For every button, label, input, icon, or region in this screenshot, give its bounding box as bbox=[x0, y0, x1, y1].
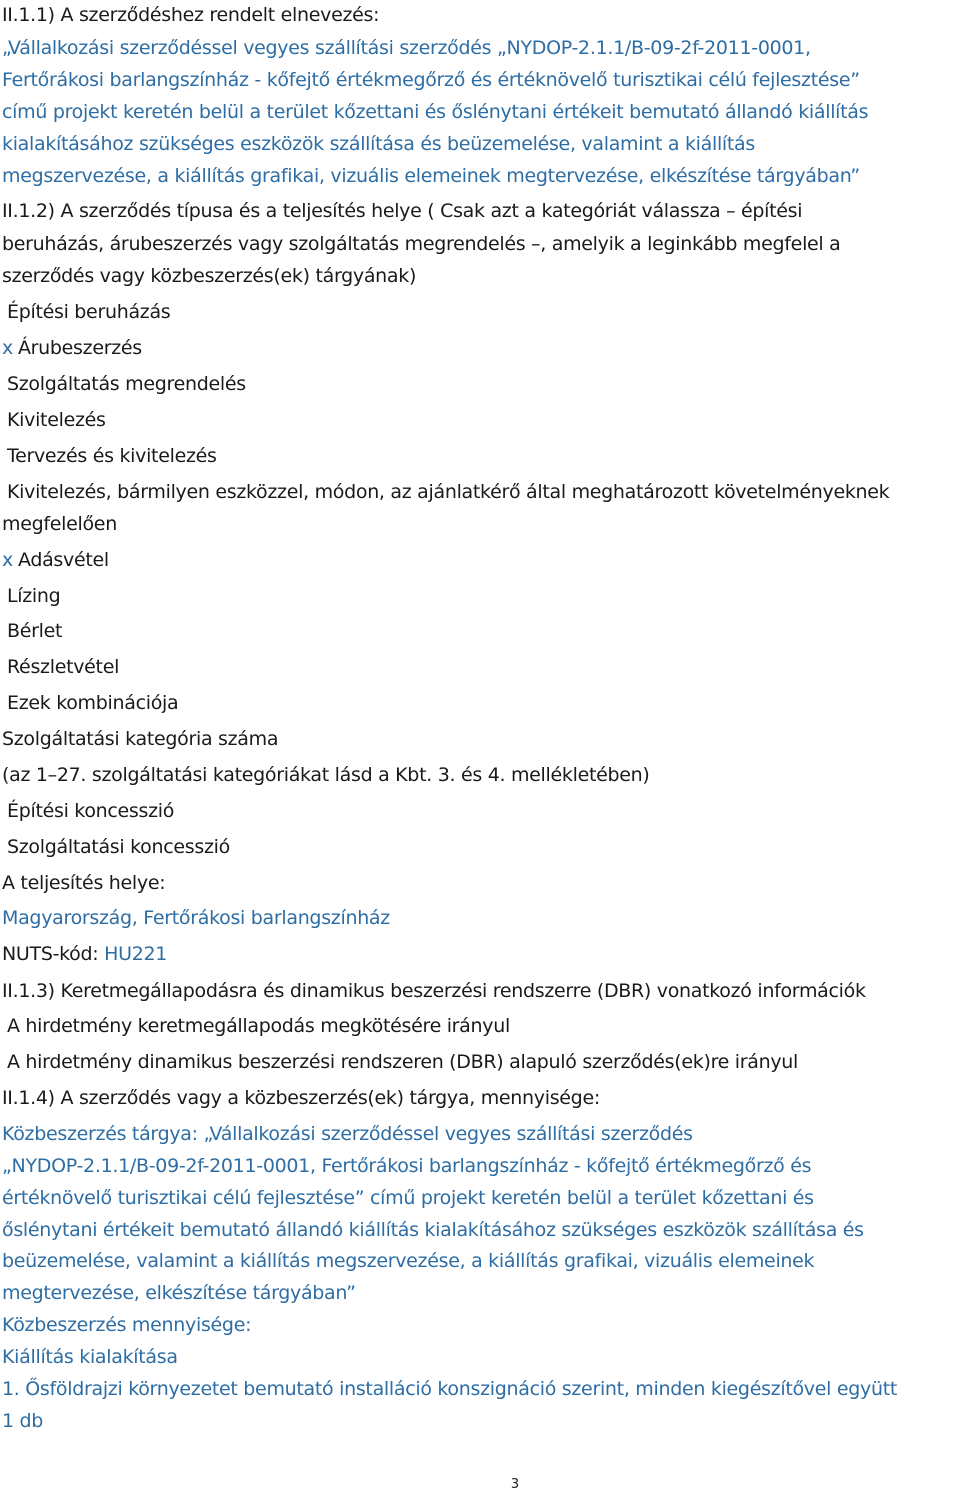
option-label: Árubeszerzés bbox=[17, 337, 142, 359]
option-mark: x bbox=[2, 549, 13, 571]
section-heading: II.1.3) Keretmegállapodásra és dinamikus beszerzési rendszerre (DBR) vonatkozó információk bbox=[2, 980, 866, 1002]
option-label: Lízing bbox=[7, 585, 61, 607]
section-heading-line: beruházás, árubeszerzés vagy szolgáltatás megrendelés –, amelyik a leginkább megfelel a bbox=[2, 233, 841, 255]
option-label: Adásvétel bbox=[17, 549, 109, 571]
section-heading: II.1.4) A szerződés vagy a közbeszerzés(ek) tárgya, mennyisége: bbox=[2, 1087, 600, 1109]
place-label: A teljesítés helye: bbox=[2, 872, 166, 894]
option-label: A hirdetmény keretmegállapodás megkötésére irányul bbox=[7, 1015, 510, 1037]
option-row bbox=[2, 656, 119, 678]
service-category-note: (az 1–27. szolgáltatási kategóriákat lásd a Kbt. 3. és 4. mellékletében) bbox=[2, 764, 650, 786]
option-label: Ezek kombinációja bbox=[7, 692, 179, 714]
option-row bbox=[2, 481, 889, 503]
section-heading-line: II.1.2) A szerződés típusa és a teljesítés helye ( Csak azt a kategóriát válassza – építési bbox=[2, 200, 803, 222]
option-label: Részletvétel bbox=[7, 656, 120, 678]
nuts-value: HU221 bbox=[104, 943, 168, 965]
option-row bbox=[2, 549, 109, 571]
option-row bbox=[2, 585, 60, 607]
option-mark: x bbox=[2, 337, 13, 359]
quantity-item: 1. Ősföldrajzi környezetet bemutató installáció konszignáció szerint, minden kiegészítővel együtt bbox=[2, 1378, 897, 1400]
section-heading: II.1.1) A szerződéshez rendelt elnevezés: bbox=[2, 4, 380, 26]
option-row bbox=[2, 445, 217, 467]
contract-name-line: Fertőrákosi barlangszínház - kőfejtő értékmegőrző és értéknövelő turisztikai célú fejlesztése” bbox=[2, 69, 860, 91]
subject-line: Közbeszerzés tárgya: „Vállalkozási szerződéssel vegyes szállítási szerződés bbox=[2, 1123, 693, 1145]
option-label: Bérlet bbox=[7, 620, 63, 642]
option-row bbox=[2, 836, 230, 858]
option-label: Szolgáltatási koncesszió bbox=[7, 836, 230, 858]
contract-name-line: „Vállalkozási szerződéssel vegyes szállítási szerződés „NYDOP-2.1.1/B-09-2f-2011-0001, bbox=[2, 37, 811, 59]
nuts-row bbox=[2, 943, 167, 965]
service-category-label: Szolgáltatási kategória száma bbox=[2, 728, 279, 750]
option-label: Kivitelezés, bármilyen eszközzel, módon, az ajánlatkérő által meghatározott követelményeknek bbox=[7, 481, 890, 503]
contract-name-line: című projekt keretén belül a terület kőzettani és őslénytani értékeit bemutató állandó kiállítás bbox=[2, 101, 869, 123]
option-label: Kivitelezés bbox=[7, 409, 106, 431]
option-row bbox=[2, 409, 106, 431]
option-label: Építési koncesszió bbox=[7, 800, 175, 822]
option-row bbox=[2, 620, 62, 642]
option-row bbox=[2, 301, 170, 323]
section-heading-line: szerződés vagy közbeszerzés(ek) tárgyának) bbox=[2, 265, 417, 287]
option-label-continuation: megfelelően bbox=[2, 513, 117, 535]
subject-line: beüzemelése, valamint a kiállítás megszervezése, a kiállítás grafikai, vizuális elemeinek bbox=[2, 1250, 815, 1272]
page-number: 3 bbox=[510, 1477, 520, 1492]
option-row bbox=[2, 373, 246, 395]
option-row bbox=[2, 800, 174, 822]
subject-line: „NYDOP-2.1.1/B-09-2f-2011-0001, Fertőrákosi barlangszínház - kőfejtő értékmegőrző és bbox=[2, 1155, 812, 1177]
nuts-label: NUTS-kód: bbox=[2, 943, 105, 965]
quantity-count: 1 db bbox=[2, 1410, 44, 1432]
quantity-label: Közbeszerzés mennyisége: bbox=[2, 1314, 252, 1336]
option-label: Szolgáltatás megrendelés bbox=[7, 373, 246, 395]
quantity-title: Kiállítás kialakítása bbox=[2, 1346, 178, 1368]
subject-line: értéknövelő turisztikai célú fejlesztése” című projekt keretén belül a terület kőzettani és bbox=[2, 1187, 814, 1209]
option-label: Építési beruházás bbox=[7, 301, 171, 323]
option-row bbox=[2, 692, 178, 714]
subject-line: őslénytani értékeit bemutató állandó kiállítás kialakításához szükséges eszközök szállítása és bbox=[2, 1219, 864, 1241]
subject-line: megtervezése, elkészítése tárgyában” bbox=[2, 1282, 356, 1304]
option-label: Tervezés és kivitelezés bbox=[7, 445, 217, 467]
contract-name-line: kialakításához szükséges eszközök szállítása és beüzemelése, valamint a kiállítás bbox=[2, 133, 755, 155]
option-label: A hirdetmény dinamikus beszerzési rendszeren (DBR) alapuló szerződés(ek)re irányul bbox=[7, 1051, 799, 1073]
place-value: Magyarország, Fertőrákosi barlangszínház bbox=[2, 907, 390, 929]
option-row bbox=[2, 337, 142, 359]
contract-name-line: megszervezése, a kiállítás grafikai, vizuális elemeinek megtervezése, elkészítése tárgyában” bbox=[2, 165, 860, 187]
